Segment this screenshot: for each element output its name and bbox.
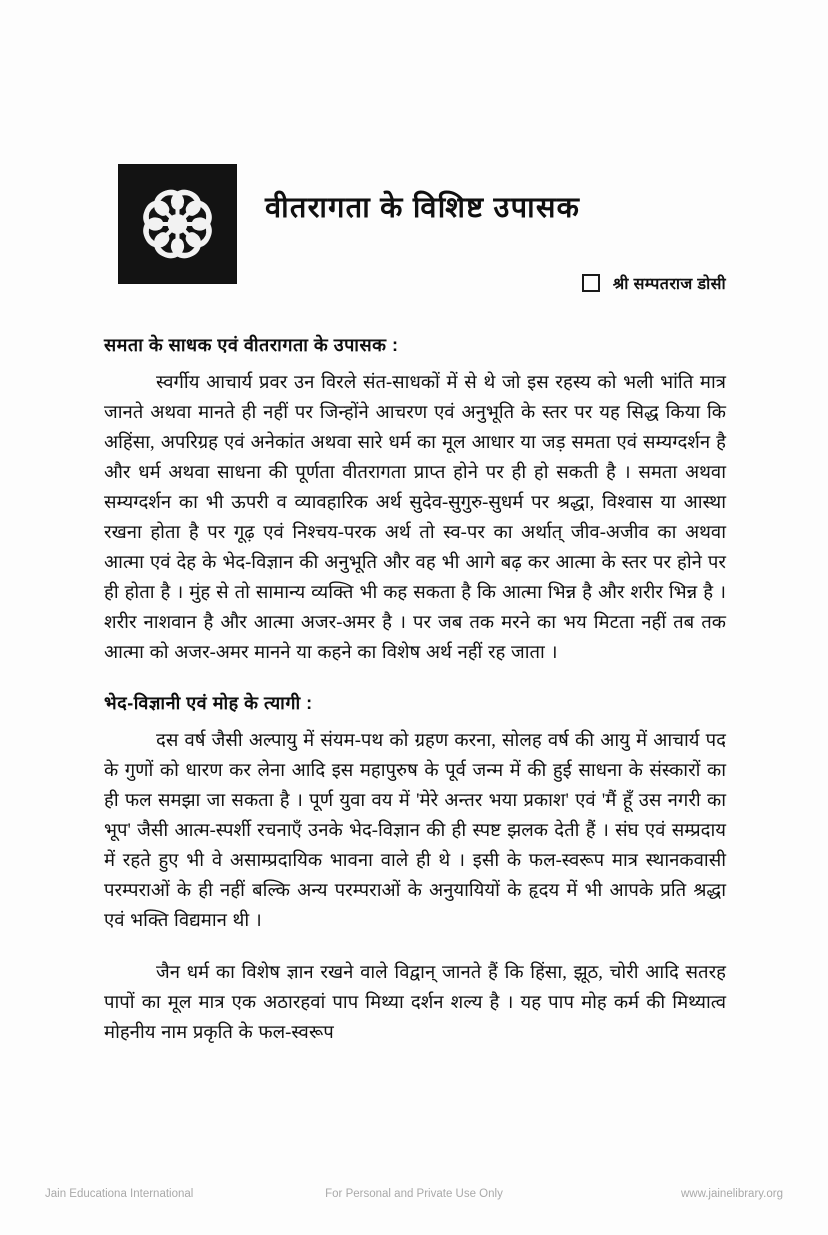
section-spacer (104, 674, 726, 690)
square-bullet-icon (582, 274, 600, 292)
section-heading-2: भेद-विज्ञानी एवं मोह के त्यागी : (104, 693, 313, 713)
footer-website-link[interactable]: www.jainelibrary.org (680, 1188, 783, 1200)
article-body (104, 332, 726, 1048)
paragraph-spacer (104, 942, 726, 958)
page-footer (0, 1188, 828, 1212)
paragraph: दस वर्ष जैसी अल्पायु में संयम-पथ को ग्रहण करना, सोलह वर्ष की आयु में आचार्य पद के गुणों को धारण कर लेना आदि इस महापुरुष के पूर्व जन्म में की हुई साधना के संस्कारों का ही फल समझा जा सकता है । पूर्ण युवा वय में 'मेरे अन्तर भया प्रकाश' एवं 'मैं हूँ उस नगरी का भूप' जैसी आत्म-स्पर्शी रचनाएँ उनके भेद-विज्ञान की ही स्पष्ट झलक देती हैं । संघ एवं सम्प्रदाय में रहते हुए भी वे असाम्प्रदायिक भावना वाले ही थे । इसी के फल-स्वरूप मात्र स्थानकवासी परम्पराओं के ही नहीं बल्कि अन्य परम्पराओं के अनुयायियों के हृदय में भी आपके प्रति श्रद्धा एवं भक्ति विद्यमान थी । (104, 731, 726, 931)
author-name: श्री सम्पतराज डोसी (612, 276, 726, 293)
paragraph: जैन धर्म का विशेष ज्ञान रखने वाले विद्वान् जानते हैं कि हिंसा, झूठ, चोरी आदि सतरह पापों का मूल मात्र एक अठारहवां पाप मिथ्या दर्शन शल्य है । यह पाप मोह कर्म की मिथ्यात्व मोहनीय नाम प्रकृति के फल-स्वरूप (104, 963, 726, 1043)
footer-usage-notice: For Personal and Private Use Only (325, 1188, 503, 1200)
section-heading-1: समता के साधक एवं वीतरागता के उपासक : (104, 335, 399, 355)
floral-rosette-ornament-icon (119, 165, 236, 283)
footer-organization: Jain Educationa International (45, 1188, 194, 1200)
paragraph: स्वर्गीय आचार्य प्रवर उन विरले संत-साधकों में से थे जो इस रहस्य को भली भांति मात्र जानते अथवा मानते ही नहीं पर जिन्होंने आचरण एवं अनुभूति के स्तर पर यह सिद्ध किया कि अहिंसा, अपरिग्रह एवं अनेकांत अथवा सारे धर्म का मूल आधार या जड़ समता एवं सम्यग्दर्शन है और धर्म अथवा साधना की पूर्णता वीतरागता प्राप्त होने पर ही हो सकती है । समता अथवा सम्यग्दर्शन का भी ऊपरी व व्यावहारिक अर्थ सुदेव-सुगुरु-सुधर्म पर श्रद्धा, विश्वास या आस्था रखना होता है पर गूढ़ एवं निश्चय-परक अर्थ तो स्व-पर का अर्थात् जीव-अजीव का अथवा आत्मा एवं देह के भेद-विज्ञान की अनुभूति और वह भी आगे बढ़ कर आत्मा के स्तर पर होने पर ही होता है । मुंह से तो सामान्य व्यक्ति भी कह सकता है कि आत्मा भिन्न है और शरीर भिन्न है । शरीर नाशवान है और आत्मा अजर-अमर है । पर जब तक मरने का भय मिटता नहीं तब तक आत्मा को अजर-अमर मानने या कहने का विशेष अर्थ नहीं रह जाता । (104, 373, 726, 663)
document-header (104, 160, 726, 300)
byline (582, 272, 726, 294)
page-title: वीतरागता के विशिष्ट उपासक (265, 192, 581, 224)
